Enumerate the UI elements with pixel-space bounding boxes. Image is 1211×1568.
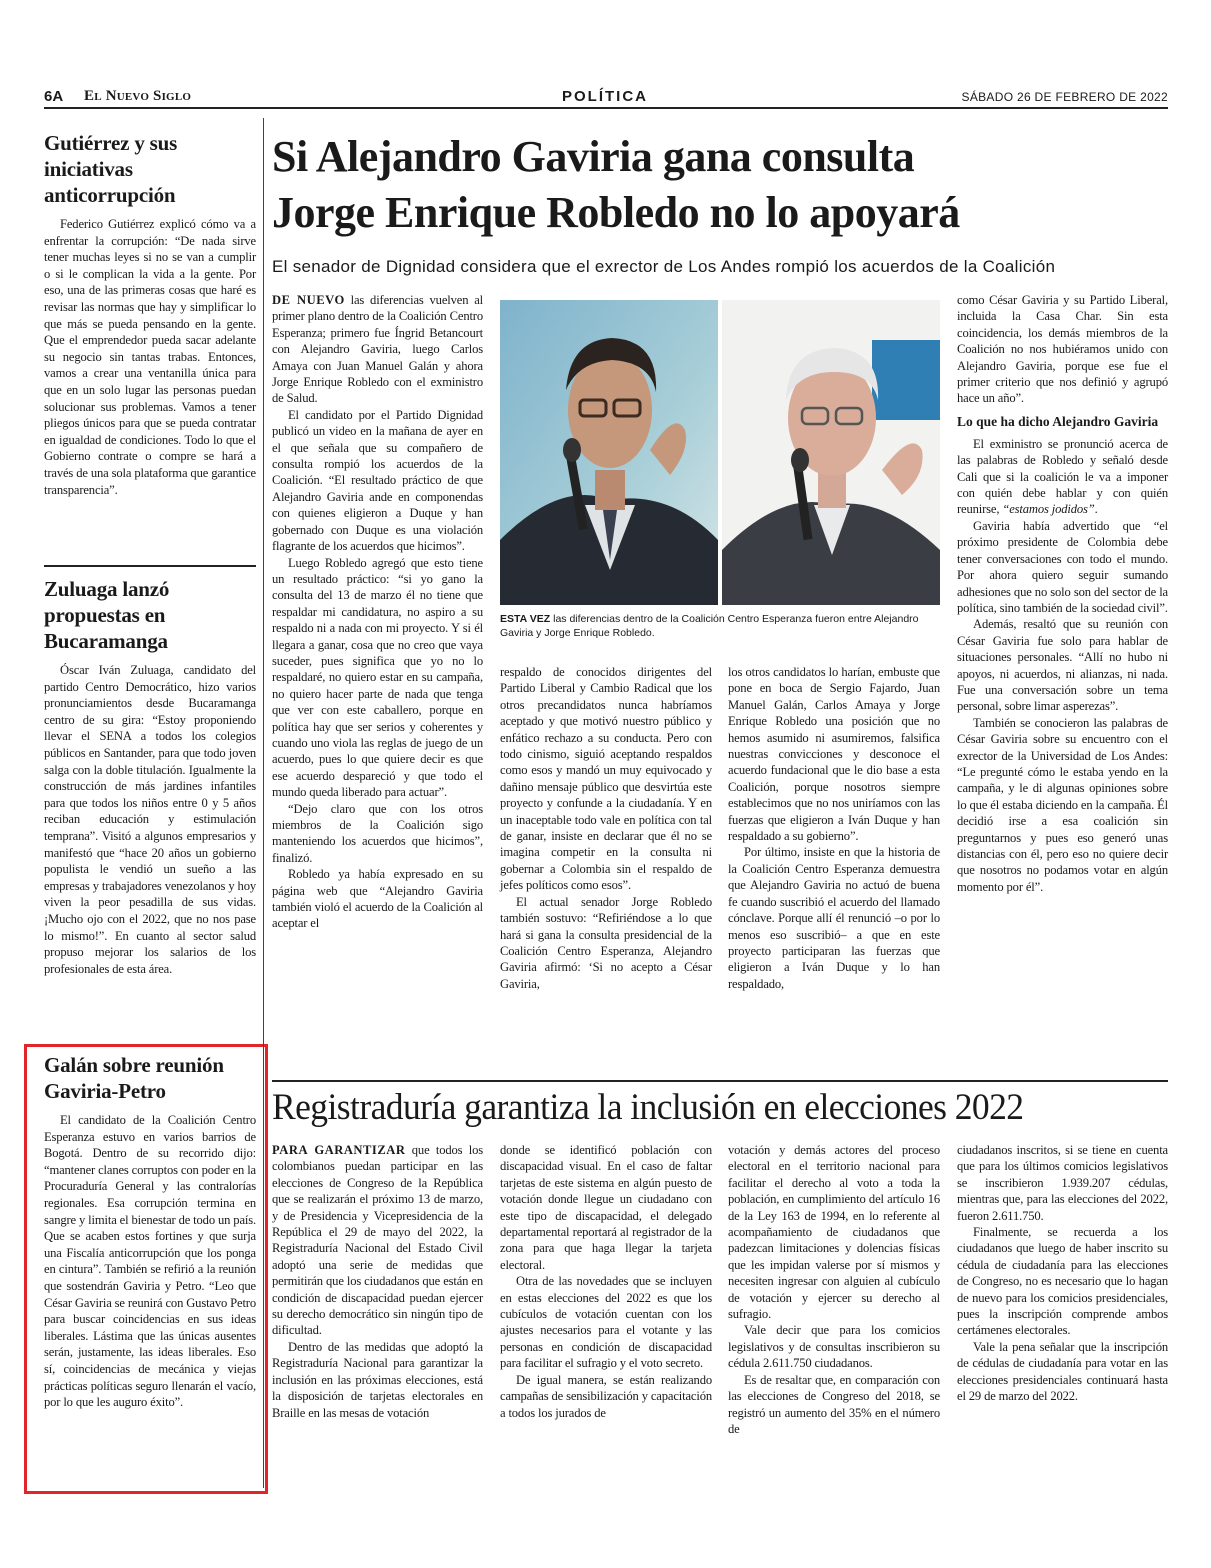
paragraph: Gaviria había advertido que “el próximo presidente de Colombia debe tener conversaciones con todo el mundo. Por ahora quiero seguir sumando adhesiones que no solo son del sector de la política, sino también de la sociedad civil”. — [957, 518, 1168, 615]
quote-italic: “estamos jodidos” — [1002, 502, 1095, 517]
subheading: Lo que ha dicho Alejandro Gaviria — [957, 413, 1159, 429]
paragraph: ciudadanos inscritos, si se tiene en cuenta que para los últimos comicios legislativos se inscribieron 1.939.207 cédulas, mientras que, para las elecciones del 2022, fueron 2.611.750. — [957, 1143, 1168, 1223]
sidebar-body: El candidato de la Coalición Centro Esperanza estuvo en varios barrios de Bogotá. Dentro de su recorrido dijo: “mantener clanes corruptos con poder en la Procuraduría General y las contralorías regionales. Esa corrupción termina en sangre y limita el bienestar de todo un país. Que se acaben estos fortines y que surja una Fiscalía anticorrupción que los ponga en cintura”. También se refirió a la reunión que sostendrán Gaviria y Petro. “Leo que César Gaviria se reunirá con Gustavo Petro para buscar coincidencias en sus ideas liberales. Lástima que las únicas ausentes serán, justamente, las ideas liberales. Eso sí, coincidencias de mecánica y viejas prácticas políticas seguro llenarán el vacío, por lo que les auguro éxito”. — [44, 1113, 256, 1410]
second-headline: Registraduría garantiza la inclusión en elecciones 2022 — [272, 1087, 1024, 1128]
sidebar-story-zuluaga — [44, 576, 256, 977]
section-title: POLÍTICA — [562, 88, 648, 105]
paragraph: También se conocieron las palabras de César Gaviria sobre su encuentro con el exrector de la Universidad de Los Andes: “Le pregunté cómo le estaba yendo en la campaña, y le di algunas opiniones sobre lo que él estaba diciendo en la campaña. Él decidió irse a esa coalición sin preguntarnos y pues eso generó unas distancias con él, pero eso no quiere decir que nosotros no podamos votar en algún momento por él”. — [957, 715, 1168, 894]
header-rule — [44, 107, 1168, 109]
paragraph: Otra de las novedades que se incluyen en estas elecciones del 2022 es que los cubículos de votación cuentan con los ajustes necesarios para el votante y las personas en condición de discapacidad para facilitar el sufragio y el voto secreto. — [500, 1274, 712, 1371]
main-column-3 — [728, 664, 940, 992]
lead-in: PARA GARANTIZAR — [272, 1143, 406, 1157]
paragraph: votación y demás actores del proceso electoral en el territorio nacional para facilitar el derecho al voto a toda la población, en cumplimiento del artículo 16 de la Ley 163 de 1994, en lo referente al acompañamiento de ciudadanos que padezcan limitaciones y dolencias físicas que les impidan valerse por sí mismos y necesiten ingresar con alguien al cubículo de votación y ejercer su derecho al sufragio. — [728, 1143, 940, 1322]
paragraph: Además, resaltó que su reunión con César Gaviria fue solo para hablar de situaciones personales. “Allí no hubo ni apoyos, ni acuerdos, ni alianzas, ni nada. Fue una conversación sobre un tema personal, sobre limar asperezas”. — [957, 617, 1168, 714]
column-rule — [263, 118, 264, 1488]
main-column-1 — [272, 292, 483, 932]
page-number: 6A — [44, 88, 64, 105]
second-column-4 — [957, 1142, 1168, 1405]
paragraph: Robledo ya había expresado en su página web que “Alejandro Gaviria también violó el acuerdo de la Coalición al aceptar el — [272, 867, 483, 931]
paragraph: El actual senador Jorge Robledo también sostuvo: “Refiriéndose a lo que hará si gana la consulta presidencial de la Coalición Centro Esperanza, Alejandro Gaviria afirmó: ‘Si no acepto a César Gaviria, — [500, 894, 712, 991]
main-headline-line-2: Jorge Enrique Robledo no lo apoyará — [272, 188, 960, 237]
main-headline-line-1: Si Alejandro Gaviria gana consulta — [272, 132, 915, 181]
sidebar-body: Federico Gutiérrez explicó cómo va a enfrentar la corrupción: “De nada sirve tener muchas leyes si no se van a cumplir o si le complican la vida a la gente. Por eso, una de las primeras cosas que haré es revisar las normas que hay y simplificar lo que más se pueda pensando en la gente. Que el emprendedor pueda sacar adelante su negocio sin tantas trabas. Entonces, vamos a crear una ventanilla única para que en un solo lugar las personas puedan solucionar sus problemas. Vamos a tener pliegos únicos para que se pueda contratar en igualdad de condiciones. Todo lo que el Gobierno contrate o compre se hará a través de una sola plataforma que garantice transparencia”. — [44, 217, 256, 497]
sidebar-body: Óscar Iván Zuluaga, candidato del partido Centro Democrático, hizo varios pronunciamientos desde Bucaramanga centro de su gira: “Estoy proponiendo llevar el SENA a todos los colegios públicos en Santander, para que todo joven salga con la doble titulación. Igualmente la construcción de más jardines infantiles para que todos los niños entre 0 y 5 años reciban educación y estimulación temprana”. Visitó a algunos empresarios y manifestó que “hace 20 años un gobierno populista le vendió un sueño a las empresas y trabajadores venezolanos y hoy viven la peor pesadilla de sus vidas. ¡Mucho ojo con el 2022, que no nos pase lo mismo!”. En cuanto al sector salud propuso mejorar los salarios de los profesionales de esta área. — [44, 663, 256, 976]
paragraph: El candidato por el Partido Dignidad publicó un video en la mañana de ayer en el que señala que su compañero de consulta rompió los acuerdos de la Coalición. “El resultado práctico de que Alejandro Gaviria ande en componendas con quienes eligieron a Duque y han gobernado con Duque es una violación flagrante de los acuerdos que hicimos”. — [272, 407, 483, 554]
paragraph: como César Gaviria y su Partido Liberal, incluida la Casa Char. Sin esta coincidencia, los demás miembros de la Coalición no nos hubiéramos unido con Alejandro Gaviria, porque ese fue el primer criterio que nos definió y agrupó hace un año”. — [957, 293, 1168, 406]
paragraph: Por último, insiste en que la historia de la Coalición Centro Esperanza demuestra que Alejandro Gaviria no actuó de buena fe cuando suscribió el acuerdo del llamado cónclave. Porque allí él renunció –o por lo menos eso suscribió– a que en este proyecto participaran las fuerzas que eligieron a Iván Duque y lo han respaldado, — [728, 845, 940, 991]
paragraph: Finalmente, se recuerda a los ciudadanos que luego de haber inscrito su cédula de ciudadanía para las elecciones de Congreso, no es necesario que lo hagan de nuevo para los comicios presidenciales, pues la inscripción comprende ambos certámenes electorales. — [957, 1225, 1168, 1338]
second-column-3 — [728, 1142, 940, 1437]
paragraph: que todos los colombianos puedan participar en las elecciones de Congreso de la República que se realizarán el próximo 13 de marzo, y de Presidencia y Vicepresidencia de la República el 29 de mayo del 2022, la Registraduría Nacional del Estado Civil adoptó una serie de medidas que permitirán que los ciudadanos que están en condición de discapacidad puedan ejercer su derecho democrático sin ningún tipo de dificultad. — [272, 1143, 484, 1338]
issue-date: SÁBADO 26 DE FEBRERO DE 2022 — [961, 90, 1168, 104]
lead-in: DE NUEVO — [272, 293, 345, 307]
main-deck: El senador de Dignidad considera que el exrector de Los Andes rompió los acuerdos de la Coalición — [272, 257, 1056, 276]
story-divider — [272, 1080, 1168, 1082]
photo-jorge-enrique-robledo — [722, 300, 940, 605]
sidebar-story-gutierrez — [44, 130, 256, 498]
paragraph: los otros candidatos lo harían, embuste que pone en boca de Sergio Fajardo, Juan Manuel Galán, Carlos Amaya y Jorge Enrique Robledo una posición que no hemos asumido ni asumiremos, falsifica nuestras convicciones y desconoce el acuerdo fundacional que le dio base a esta Coalición, porque nosotros siempre establecimos que no nos uniríamos con las fuerzas que eligieron a Iván Duque y han respaldado a su gobierno”. — [728, 665, 940, 844]
sidebar-story-galan — [44, 1052, 256, 1411]
second-column-1 — [272, 1142, 483, 1421]
paragraph: De igual manera, se están realizando campañas de sensibilización y capacitación a todos los jurados de — [500, 1372, 712, 1420]
paragraph: El exministro se pronunció acerca de las palabras de Robledo y señaló desde Cali que si la coalición le va a imponer con quién debe hablar y con quién reunirse, “estamos jodidos”. — [957, 436, 1168, 517]
main-column-4 — [957, 292, 1168, 895]
photo-alejandro-gaviria — [500, 300, 718, 605]
paragraph: Dentro de las medidas que adoptó la Registraduría Nacional para garantizar la inclusión en las próximas elecciones, está la disposición de tarjetas electorales en Braille en las mesas de votación — [272, 1339, 483, 1420]
paragraph: “Dejo claro que con los otros miembros de la Coalición sigo manteniendo los acuerdos que hicimos”, finalizó. — [272, 801, 483, 865]
paragraph: Vale decir que para los comicios legislativos y de consultas inscribieron su cédula 2.611.750 ciudadanos. — [728, 1323, 940, 1371]
main-column-2 — [500, 664, 712, 992]
paragraph: las diferencias vuelven al primer plano dentro de la Coalición Centro Esperanza; primero fue Íngrid Betancourt con Alejandro Gaviria, luego Carlos Amaya con Juan Manuel Galán y ahora Jorge Enrique Robledo con el exministro de Salud. — [272, 293, 484, 406]
sidebar-headline: Gutiérrez y sus iniciativas anticorrupción — [44, 131, 178, 207]
paragraph: respaldo de conocidos dirigentes del Partido Liberal y Cambio Radical que los otros precandidatos nunca habríamos aceptado y que motivó nuestro público y enfático rechazo a su conducta. Pero con todo cinismo, siguió aceptando respaldos como esos y mandó un muy equivocado y dañino mensaje público que desvirtúa este proyecto y confunde a la ciudadanía. Y en un inaceptable todo vale en política con tal de ganar, insiste en declarar que él no se imagina competir en la consulta ni gobernar a Colombia sin el respaldo de jefes políticos como esos”. — [500, 665, 712, 893]
paragraph: Es de resaltar que, en comparación con las elecciones de Congreso del 2018, se registró un aumento del 35% en el número de — [728, 1372, 940, 1436]
photo-caption — [500, 612, 940, 640]
paragraph: donde se identificó población con discapacidad visual. En el caso de faltar tarjetas de este sistema en algún puesto de votación donde llegue un ciudadano con este tipo de discapacidad, el delegado departamental reportará al registrador de la zona para que haga llegar la tarjeta electoral. — [500, 1143, 712, 1272]
caption-lead: ESTA VEZ — [500, 613, 551, 625]
newspaper-logo: El Nuevo Siglo — [84, 88, 192, 104]
second-column-2 — [500, 1142, 712, 1421]
sidebar-headline: Zuluaga lanzó propuestas en Bucaramanga — [44, 577, 170, 653]
sidebar-divider — [44, 565, 256, 567]
paragraph: Luego Robledo agregó que esto tiene un resultado práctico: “si yo gano la consulta del 13 de marzo él no tiene que respaldar mi candidatura, no aspiro a su respaldo ni a nada con mi proyecto. Y si él llegara a ganar, cosa que no creo que vaya suceder, pues significa que yo no lo respaldaré, no quiero estar en su campaña, no quiero hacer parte de nada que tenga que ver con este caballero, porque en política hay que ser serios y coherentes y cuando uno viola las reglas de juego de un acuerdo, pues lo que quiere decir es que ese acuerdo despareció y que todo el mundo queda liberado para actuar”. — [272, 555, 483, 800]
paragraph: Vale la pena señalar que la inscripción de cédulas de ciudadanía para votar en las elecciones presidenciales continuará hasta el 29 de marzo del 2022. — [957, 1339, 1168, 1404]
caption-text: las diferencias dentro de la Coalición Centro Esperanza fueron entre Alejandro Gaviria y Jorge Enrique Robledo. — [500, 613, 919, 639]
sidebar-headline: Galán sobre reunión Gaviria-Petro — [44, 1053, 224, 1103]
